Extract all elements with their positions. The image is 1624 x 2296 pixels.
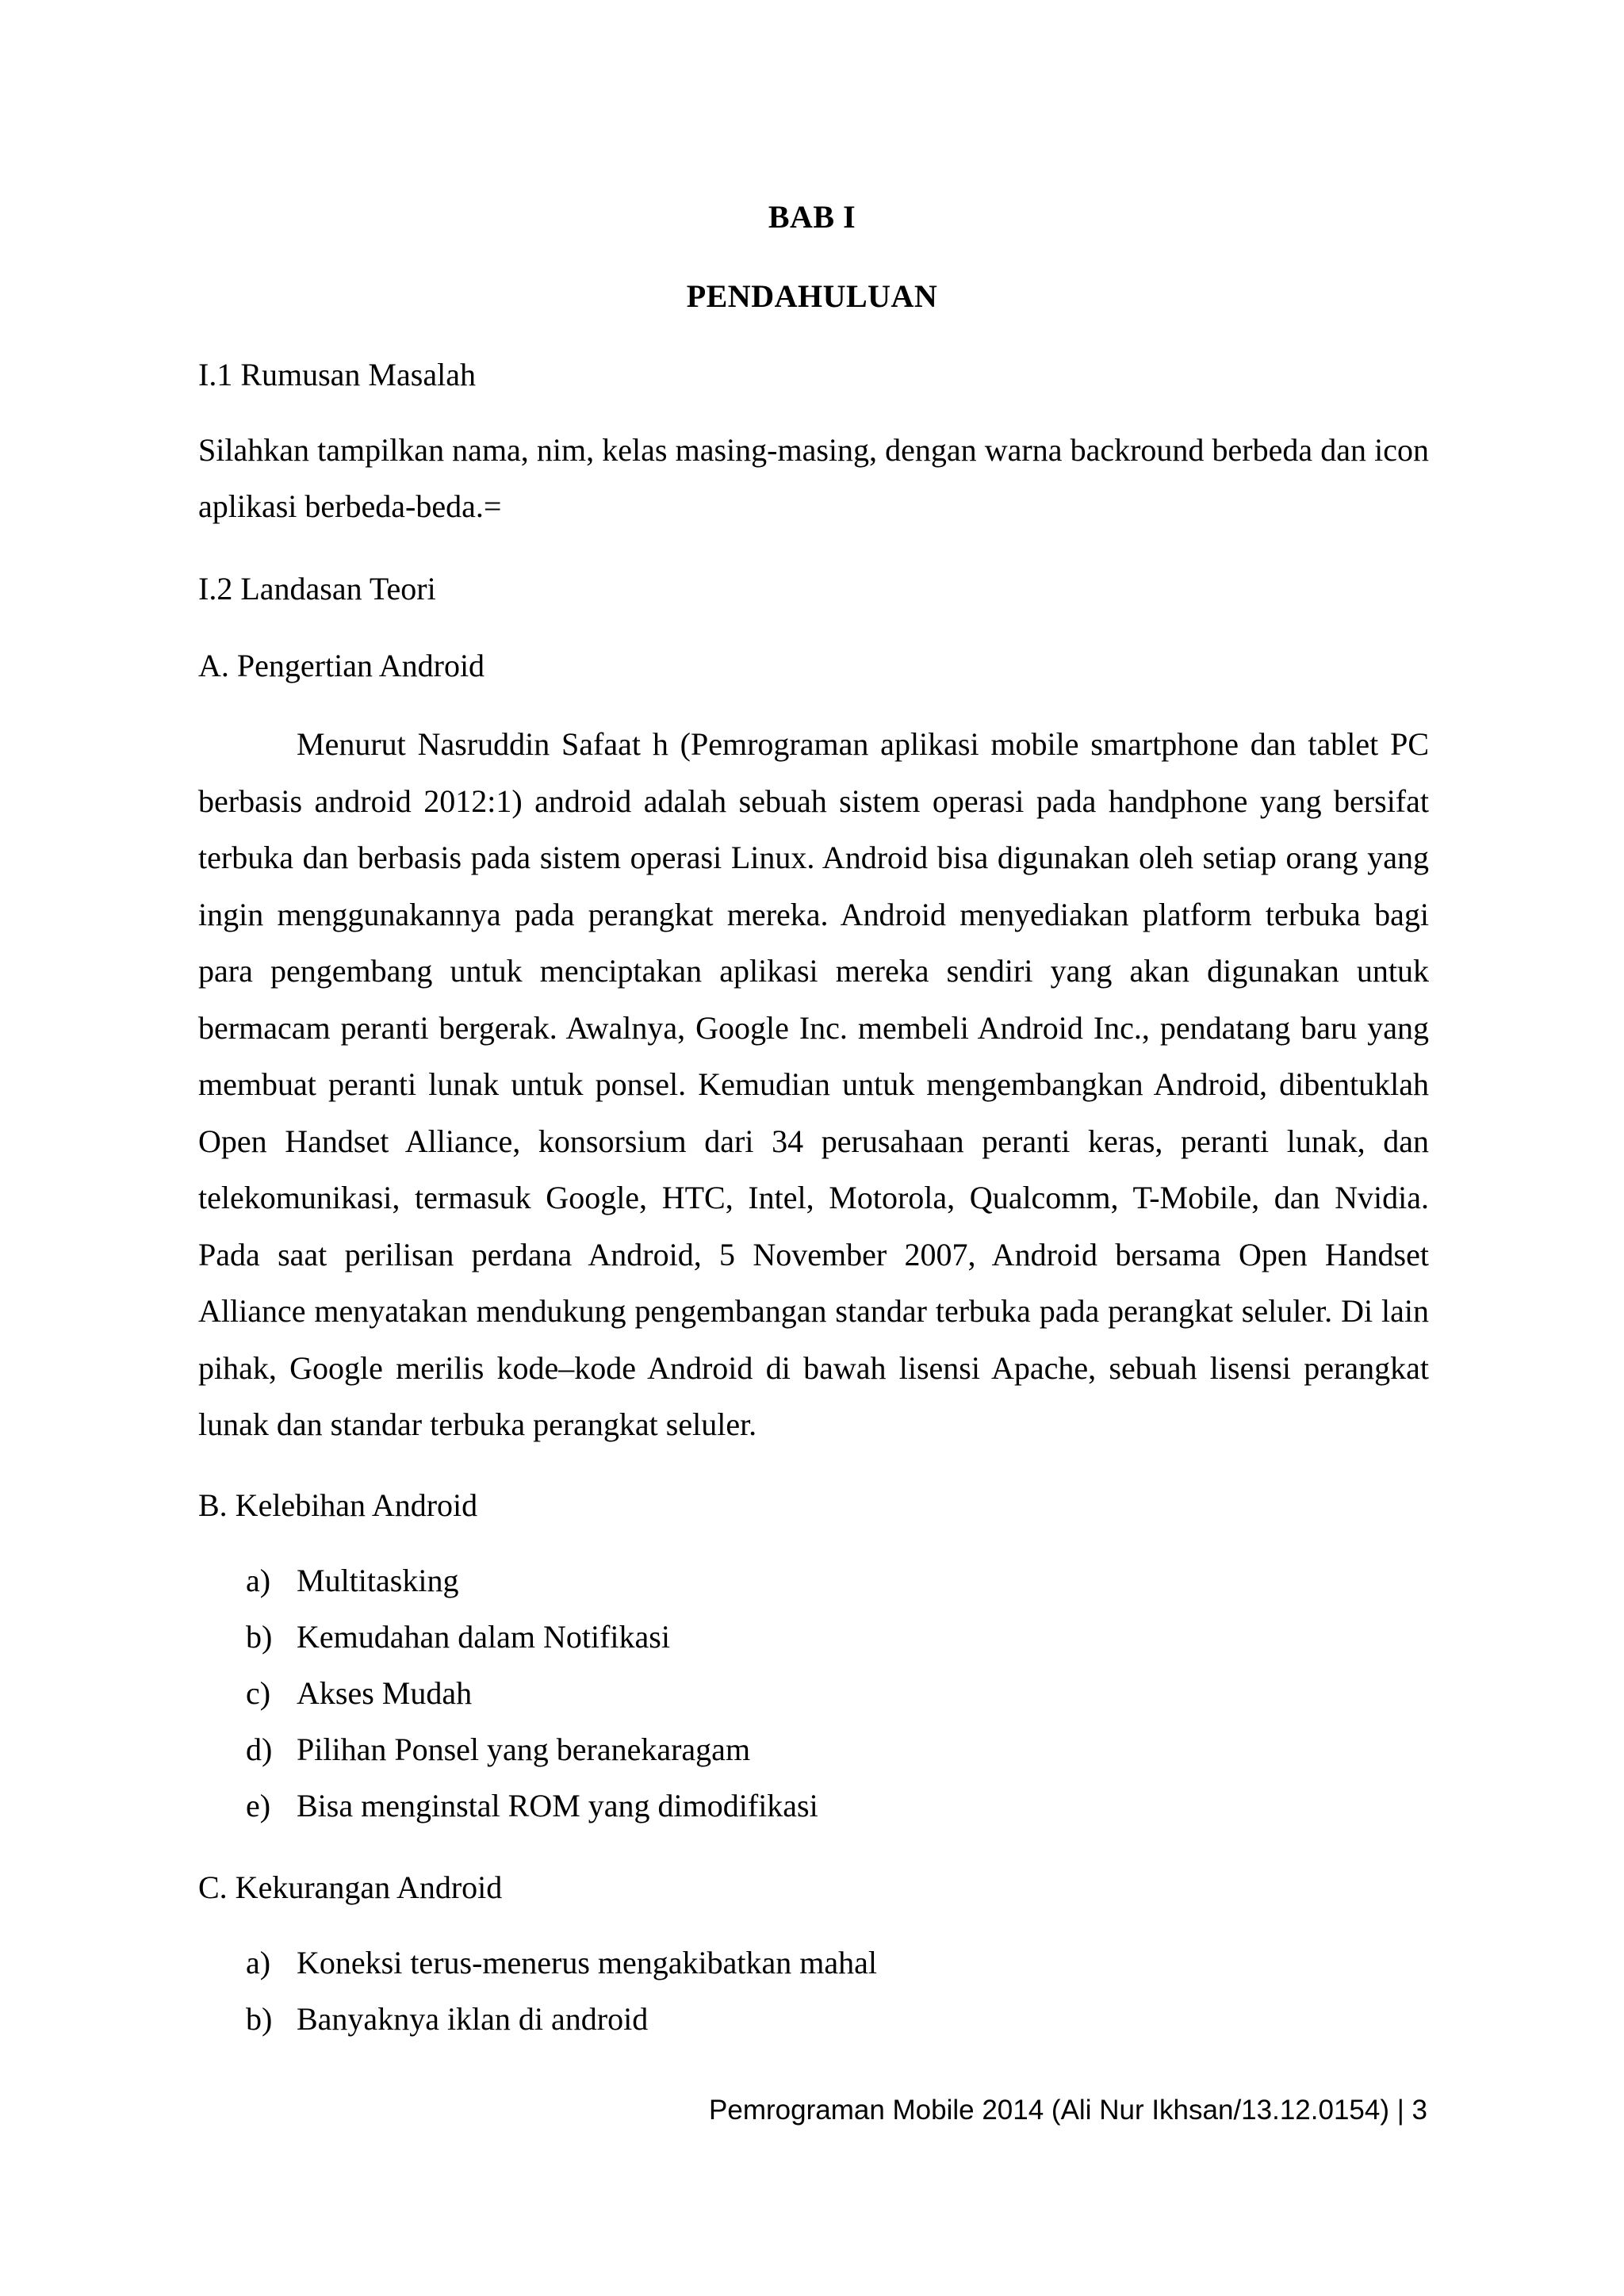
list-marker: b) (246, 1619, 273, 1655)
chapter-title: PENDAHULUAN (686, 278, 938, 314)
problem-statement: Silahkan tampilkan nama, nim, kelas masing-masing, dengan warna backround berbeda dan icon aplikasi berbeda-beda.= (198, 432, 1429, 524)
list-item (246, 1991, 877, 2047)
chapter-number: BAB I (768, 199, 856, 235)
list-marker: d) (246, 1732, 273, 1767)
subheading-kekurangan-android: C. Kekurangan Android (198, 1869, 503, 1905)
paragraph-pengertian-android: Menurut Nasruddin Safaat h (Pemrograman aplikasi mobile smartphone dan tablet PC berbasis android 2012:1) android adalah sebuah sistem operasi pada handphone yang bersifat terbuka dan berbasis pada sistem operasi Linux. Android bisa digunakan oleh setiap orang yang ingin menggunakannya pada perangkat mereka. Android menyediakan platform terbuka bagi para pengembang untuk menciptakan aplikasi mereka sendiri yang akan digunakan untuk bermacam peranti bergerak. Awalnya, Google Inc. membeli Android Inc., pendatang baru yang membuat peranti lunak untuk ponsel. Kemudian untuk mengembangkan Android, dibentuklah Open Handset Alliance, konsorsium dari 34 perusahaan peranti keras, peranti lunak, dan telekomunikasi, termasuk Google, HTC, Intel, Motorola, Qualcomm, T-Mobile, dan Nvidia. Pada saat perilisan perdana Android, 5 November 2007, Android bersama Open Handset Alliance menyatakan mendukung pengembangan standar terbuka pada perangkat seluler. Di lain pihak, Google merilis kode–kode Android di bawah lisensi Apache, sebuah lisensi perangkat lunak dan standar terbuka perangkat seluler. (198, 726, 1429, 1442)
page-footer: Pemrograman Mobile 2014 (Ali Nur Ikhsan/13.12.0154) | 3 (709, 2095, 1427, 2126)
list-item-text: Akses Mudah (297, 1675, 473, 1711)
section-heading-landasan-teori: I.2 Landasan Teori (198, 571, 436, 607)
list-item (246, 1609, 818, 1665)
list-item-text: Koneksi terus-menerus mengakibatkan mahal (297, 1945, 877, 1980)
list-item (246, 1665, 818, 1721)
list-marker: e) (246, 1788, 271, 1823)
list-item (246, 1934, 877, 1991)
list-marker: b) (246, 2001, 273, 2037)
advantages-list (246, 1552, 818, 1834)
list-marker: a) (246, 1945, 271, 1980)
list-item (246, 1721, 818, 1777)
list-item-text: Banyaknya iklan di android (297, 2001, 649, 2037)
list-item-text: Multitasking (297, 1563, 459, 1598)
subheading-kelebihan-android: B. Kelebihan Android (198, 1487, 478, 1523)
subheading-pengertian-android: A. Pengertian Android (198, 648, 485, 683)
list-marker: a) (246, 1563, 271, 1598)
list-item-text: Pilihan Ponsel yang beranekaragam (297, 1732, 751, 1767)
list-item-text: Kemudahan dalam Notifikasi (297, 1619, 670, 1655)
disadvantages-list (246, 1934, 877, 2047)
section-heading-rumusan-masalah: I.1 Rumusan Masalah (198, 357, 476, 392)
list-item (246, 1552, 818, 1609)
list-item-text: Bisa menginstal ROM yang dimodifikasi (297, 1788, 818, 1823)
list-item (246, 1777, 818, 1834)
list-marker: c) (246, 1675, 271, 1711)
